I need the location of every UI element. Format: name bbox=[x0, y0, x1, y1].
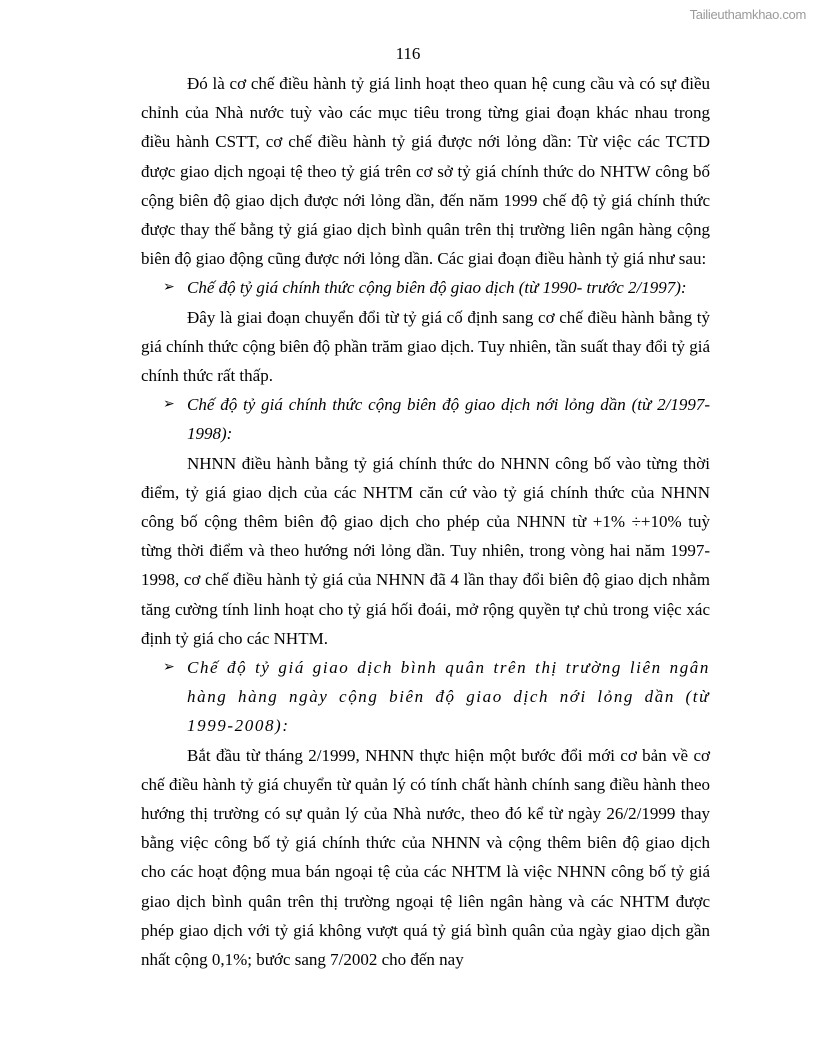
arrow-bullet-icon: ➢ bbox=[163, 280, 175, 296]
arrow-bullet-icon: ➢ bbox=[163, 397, 175, 413]
page-number: 116 bbox=[395, 44, 421, 63]
bullet-heading-1999-2008 bbox=[141, 653, 710, 741]
bullet-heading-text: Chế độ tỷ giá chính thức cộng biên độ giao dịch (từ 1990- trước 2/1997): bbox=[187, 278, 687, 298]
bullet-heading-1990-1997 bbox=[141, 273, 710, 302]
paragraph-period-3: Bắt đầu từ tháng 2/1999, NHNN thực hiện một bước đổi mới cơ bản về cơ chế điều hành tỷ giá chuyển từ quản lý có tính chất hành chính sang điều hành theo hướng thị trường có sự quản lý của Nhà nước, theo đó kể từ ngày 26/2/1999 thay bằng việc công bố tỷ giá chính thức của NHNN và cộng thêm biên độ giao dịch cho các hoạt động mua bán ngoại tệ của các NHTM là việc NHNN công bố tỷ giá giao dịch bình quân trên thị trường ngoại tệ liên ngân hàng và các NHTM được phép giao dịch với tỷ giá không vượt quá tỷ giá bình quân của ngày giao dịch gần nhất cộng 0,1%; bước sang 7/2002 cho đến nay bbox=[141, 745, 710, 970]
paragraph-period-2: NHNN điều hành bằng tỷ giá chính thức do NHNN công bố vào từng thời điểm, tỷ giá giao dịch của các NHTM căn cứ vào tỷ giá chính thức của NHNN công bố cộng thêm biên độ giao dịch cho phép của NHNN từ +1% ÷+10% tuỳ từng thời điểm và theo hướng nới lỏng dần. Tuy nhiên, trong vòng hai năm 1997-1998, cơ chế điều hành tỷ giá của NHNN đã 4 lần thay đổi biên độ giao dịch nhằm tăng cường tính linh hoạt cho tỷ giá hối đoái, mở rộng quyền tự chủ trong việc xác định tỷ giá cho các NHTM. bbox=[141, 453, 710, 648]
paragraph-period-1: Đây là giai đoạn chuyển đổi từ tỷ giá cố định sang cơ chế điều hành bằng tỷ giá chính thức cộng biên độ phần trăm giao dịch. Tuy nhiên, tần suất thay đổi tỷ giá chính thức rất thấp. bbox=[141, 307, 710, 386]
bullet-heading-1997-1998 bbox=[141, 390, 710, 448]
watermark: Tailieuthamkhao.com bbox=[689, 7, 806, 22]
paragraph-intro: Đó là cơ chế điều hành tỷ giá linh hoạt theo quan hệ cung cầu và có sự điều chỉnh của Nhà nước tuỳ vào các mục tiêu trong từng giai đoạn khác nhau trong điều hành CSTT, cơ chế điều hành tỷ giá được nới lỏng dần: Từ việc các TCTD được giao dịch ngoại tệ theo tỷ giá trên cơ sở tỷ giá chính thức do NHTW công bố cộng biên độ giao dịch được nới lỏng dần, đến năm 1999 chế độ tỷ giá chính thức được thay thế bằng tỷ giá giao dịch bình quân trên thị trường liên ngân hàng cộng biên độ giao động cũng được nới lỏng dần. Các giai đoạn điều hành tỷ giá như sau: bbox=[141, 74, 710, 269]
document-body bbox=[141, 69, 710, 974]
bullet-heading-text: Chế độ tỷ giá giao dịch bình quân trên thị trường liên ngân hàng hàng ngày cộng biên độ giao dịch nới lỏng dần (từ 1999-2008): bbox=[187, 658, 710, 736]
arrow-bullet-icon: ➢ bbox=[163, 660, 177, 676]
bullet-heading-text: Chế độ tỷ giá chính thức cộng biên độ giao dịch nới lỏng dần (từ 2/1997-1998): bbox=[187, 395, 710, 444]
